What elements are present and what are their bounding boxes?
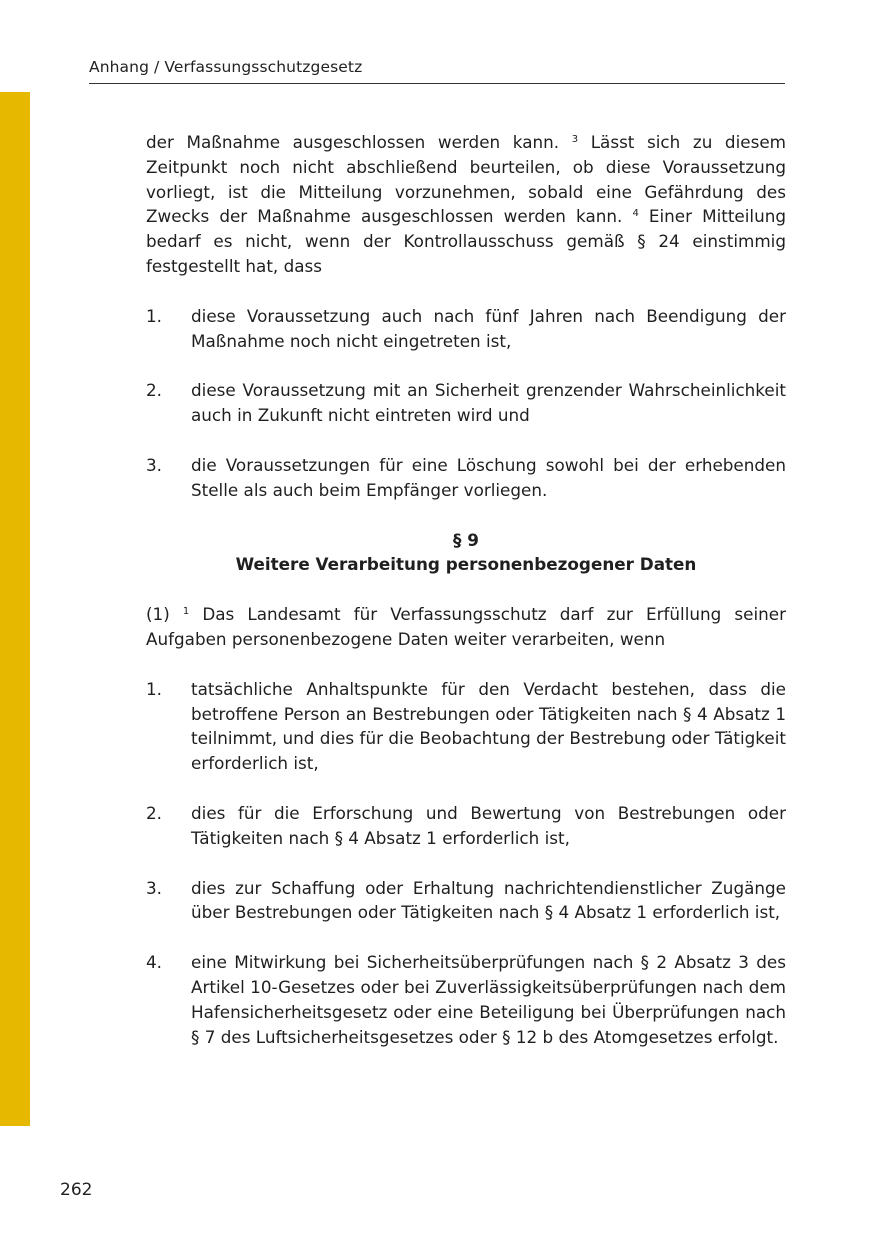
sentence-number-4: 4	[632, 208, 639, 220]
list-item	[146, 453, 786, 503]
sentence-number-3: 3	[571, 134, 579, 145]
list-item-text: die Voraussetzungen für eine Löschung sowohl bei der erhebenden Stelle als auch beim Empfänger vorliegen.	[191, 454, 786, 500]
intro-text-2: Lässt sich zu diesem Zeitpunkt noch nicht abschließend beurteilen, ob diese Voraussetzung vorliegt, ist die Mitteilung vorzunehmen, sobald eine Gefährdung des Zwecks der Maßnahme ausgeschlossen werden kann.	[146, 132, 786, 227]
list-item-number: 4.	[146, 952, 163, 973]
list-item-text: eine Mitwirkung bei Sicherheitsüberprüfungen nach § 2 Absatz 3 des Artikel 10-Gesetzes oder bei Zuverlässigkeitsüberprüfungen nach dem Hafensicherheitsgesetz oder eine Beteiligung bei Überprüfungen nach § 7 des Luftsicherheitsgesetzes oder § 12 b des Atomgesetzes erfolgt.	[191, 952, 786, 1047]
section-number: § 9	[453, 529, 479, 550]
list-item	[146, 677, 786, 776]
page-body	[146, 130, 786, 1074]
list-item-text: dies für die Erforschung und Bewertung von Bestrebungen oder Tätigkeiten nach § 4 Absatz 1 erforderlich ist,	[191, 802, 786, 848]
intro-text-1: der Maßnahme ausgeschlossen werden kann.	[146, 132, 572, 152]
list-item-number: 3.	[146, 454, 163, 475]
list-item	[146, 304, 786, 354]
intro-text-3: Einer Mitteilung bedarf es nicht, wenn der Kontrollausschuss gemäß § 24 einstimmig festgestellt hat, dass	[146, 206, 786, 276]
list-item-number: 3.	[146, 877, 163, 898]
list-item-number: 1.	[146, 305, 163, 326]
list-item-text: diese Voraussetzung auch nach fünf Jahren nach Beendigung der Maßnahme noch nicht eingetreten ist,	[191, 305, 786, 351]
header-divider	[89, 83, 785, 84]
list-item-text: dies zur Schaffung oder Erhaltung nachrichtendienstlicher Zugänge über Bestrebungen oder Tätigkeiten nach § 4 Absatz 1 erforderlich ist,	[191, 877, 786, 923]
sentence-number-1: 1	[182, 606, 190, 618]
running-header: Anhang / Verfassungsschutzgesetz	[89, 58, 363, 76]
section-heading	[146, 528, 786, 578]
intro-paragraph	[146, 130, 786, 279]
section-title: Weitere Verarbeitung personenbezogener Daten	[235, 554, 697, 575]
processing-conditions-list	[146, 677, 786, 1050]
section-paragraph-1	[146, 602, 786, 652]
list-item	[146, 378, 786, 428]
paragraph-label: (1)	[146, 604, 183, 625]
list-item-text: diese Voraussetzung mit an Sicherheit grenzender Wahrscheinlichkeit auch in Zukunft nicht eintreten wird und	[191, 380, 786, 426]
page-number: 262	[60, 1180, 93, 1200]
list-item-number: 2.	[146, 802, 163, 823]
conditions-list	[146, 304, 786, 503]
list-item	[146, 801, 786, 851]
list-item-number: 1.	[146, 678, 163, 699]
paragraph-text: Das Landesamt für Verfassungsschutz darf zur Erfüllung seiner Aufgaben personenbezogene Daten weiter verarbeiten, wenn	[146, 604, 786, 649]
list-item-number: 2.	[146, 380, 163, 401]
list-item-text: tatsächliche Anhaltspunkte für den Verdacht bestehen, dass die betroffene Person an Bestrebungen oder Tätigkeiten nach § 4 Absatz 1 teilnimmt, und dies für die Beobachtung der Bestrebung oder Tätigkeit erforderlich ist,	[191, 678, 786, 774]
list-item	[146, 950, 786, 1049]
side-color-bar	[0, 92, 30, 1126]
list-item	[146, 876, 786, 926]
